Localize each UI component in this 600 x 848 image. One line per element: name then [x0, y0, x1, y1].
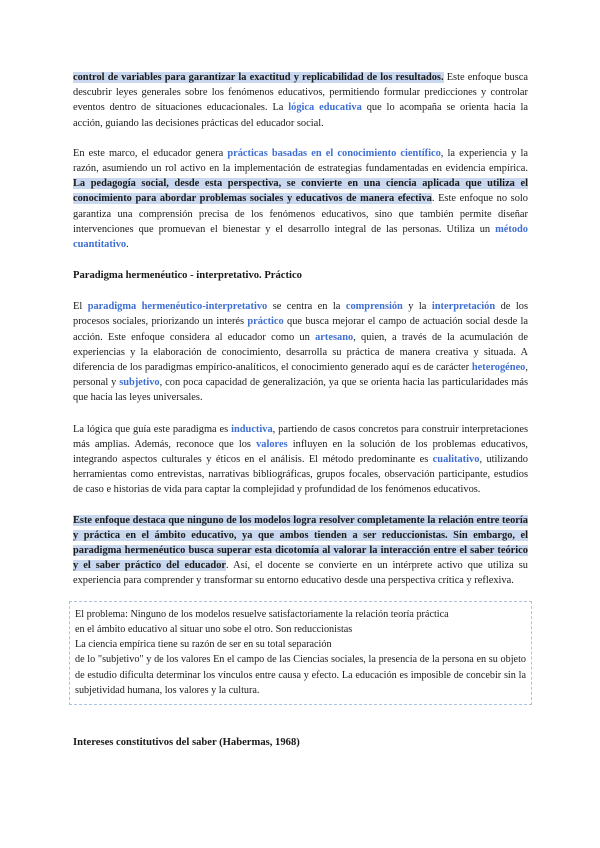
body-text: .	[126, 239, 129, 251]
paragraph-4	[73, 422, 528, 498]
note-line: de lo "subjetivo" y de los valores En el campo de las Ciencias sociales, la presencia de la persona en su objeto de estudio dificulta determinar los vínculos entre causa y efecto. La educación es imposible de concebir sin la subjetividad humana, los valores y la cultura.	[75, 654, 526, 696]
body-text: En este marco, el educador genera	[73, 147, 228, 159]
body-text: , partiendo de casos concretos para construir interpretaciones más amplias. Además, reconoce que los	[73, 423, 528, 450]
keyword: cualitativo	[432, 454, 480, 466]
keyword: lógica educativa	[288, 102, 362, 114]
body-text: , personal y	[73, 362, 528, 389]
highlighted-text: Este enfoque destaca que ninguno de los modelos logra resolver completamente la relación entre teoría y práctica en el ámbito educativo, ya que ambos tienden a ser reduccionistas. Sin embargo, el paradigma hermenéutico busca superar esta dicotomía al valorar la interacción entre el saber teórico y el saber práctico del educador	[73, 514, 528, 572]
body-text: de los procesos sociales, priorizando un interés	[73, 301, 528, 328]
body-text: y la	[402, 301, 432, 313]
body-text: , la experiencia y la razón, asumiendo un rol activo en la implementación de estrategias fundamentadas en evidencia empírica.	[73, 147, 529, 175]
section-heading-hermeneutico: Paradigma hermenéutico - interpretativo. Práctico	[73, 270, 302, 282]
highlighted-text: La pedagogía social, desde esta perspectiva, se convierte en una ciencia aplicada que utiliza el conocimiento para abordar problemas sociales y educativos de manera efectiva	[73, 178, 528, 205]
paragraph-3	[73, 299, 528, 405]
paragraph-2	[73, 146, 528, 252]
keyword: práctico	[247, 316, 284, 328]
section-heading-habermas: Intereses constitutivos del saber (Habermas, 1968)	[73, 736, 300, 748]
keyword: paradigma hermenéutico-interpretativo	[87, 301, 268, 313]
keyword: valores	[256, 438, 288, 450]
body-text: El	[73, 301, 88, 313]
body-text: que busca mejorar el campo de actuación social desde la acción. Este enfoque considera al educador como un	[73, 316, 528, 343]
keyword: artesano	[315, 331, 354, 343]
body-text: , utilizando herramientas como entrevistas, narrativas bibliográficas, grupos focales, observación participante, estudios de caso e historias de vida para captar la complejidad y profundidad de los fenómenos educativos.	[73, 454, 529, 496]
keyword: heterogéneo	[471, 362, 526, 374]
note-box	[69, 601, 532, 705]
keyword: subjetivo	[119, 377, 160, 389]
note-line: La ciencia empírica tiene su razón de ser en su total separación	[75, 639, 332, 651]
body-text: . Así, el docente se convierte en un intérprete activo que utiliza su experiencia para comprender y transformar su entorno educativo desde una perspectiva crítica y reflexiva.	[73, 560, 528, 587]
body-text: , quien, a través de la acumulación de experiencias y la elaboración de conocimiento, desarrolla su práctica de manera creativa y situada. A diferencia de los paradigmas empírico-analíticos, el conocimiento generado aquí es de carácter	[73, 331, 528, 374]
note-line: en el ámbito educativo al situar uno sobe el otro. Son reduccionistas	[75, 623, 353, 635]
keyword: prácticas basadas en el conocimiento científico	[227, 147, 441, 159]
highlighted-text: control de variables para garantizar la exactitud y replicabilidad de los resultados.	[73, 72, 444, 83]
keyword: interpretación	[431, 301, 496, 313]
keyword: inductiva	[231, 423, 273, 435]
keyword: método cuantitativo	[73, 223, 528, 251]
body-text: La lógica que guía este paradigma es	[73, 423, 232, 435]
body-text: que lo acompaña se orienta hacia la acción, guiando las decisiones prácticas del educador social.	[73, 102, 528, 129]
body-text: Este enfoque busca descubrir leyes generales sobre los fenómenos educativos, permitiendo formular predicciones y controlar eventos dentro de situaciones educacionales. La	[73, 72, 529, 114]
body-text: se centra en la	[267, 301, 346, 313]
body-text: influyen en la solución de los problemas educativos, integrando aspectos culturales y éticos en el análisis. El método predominante es	[73, 438, 528, 466]
paragraph-5	[73, 513, 528, 589]
body-text: , con poca capacidad de generalización, ya que se orienta hacia las particularidades más que hacia las leyes universales.	[73, 377, 529, 404]
note-line: El problema: Ninguno de los modelos resuelve satisfactoriamente la relación teoría práctica	[75, 608, 449, 620]
keyword: comprensión	[345, 301, 403, 313]
paragraph-1	[73, 70, 528, 131]
body-text: . Este enfoque no solo garantiza una comprensión precisa de los fenómenos educativos, sino que también permite diseñar intervenciones que promuevan el bienestar y el desarrollo integral de las personas. Utiliza un	[73, 193, 528, 235]
